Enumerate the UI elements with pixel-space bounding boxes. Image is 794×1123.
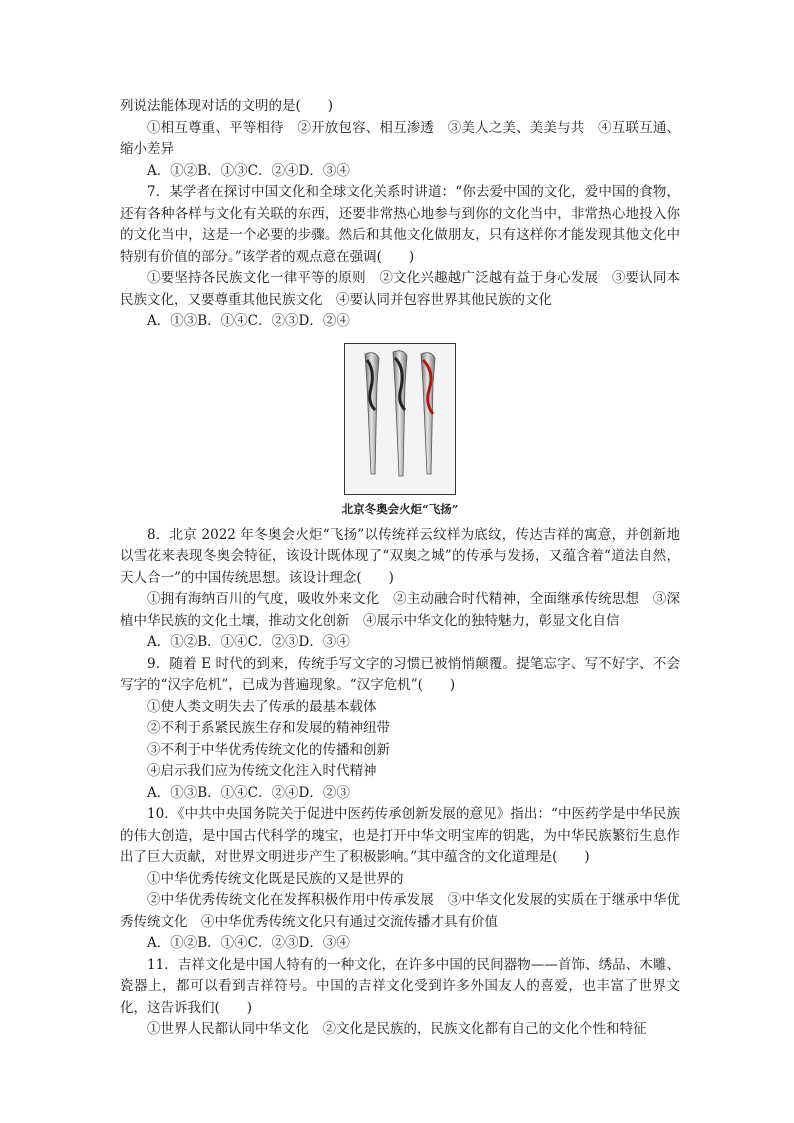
- document-page: [120, 96, 680, 1041]
- q8-stem: 8．北京 2022 年冬奥会火炬“飞扬”以传统祥云纹样为底纹，传达吉祥的寓意，并创新地以雪花来表现冬奥会特征，该设计既体现了“双奥之城”的传承与发扬，又蕴含着“道法自然，天人合一”的中国传统思想。该设计理念( ): [120, 526, 680, 586]
- q10-choices: A．①②B．①④C．②③D．③④: [147, 935, 350, 951]
- q6-choices: A．①②B．①③C．②④D．③④: [147, 162, 350, 179]
- q7-stem: 7．某学者在探讨中国文化和全球文化关系时讲道：“你去爱中国的文化，爱中国的食物，还有各种各样与文化有关联的东西，还要非常热心地参与到你的文化当中，非常热心地投入你的文化当中，这是一个必要的步骤。然后和其他文化做朋友，只有这样你才能发现其他文化中特别有价值的部分。”该学者的观点意在强调( ): [120, 184, 680, 265]
- torch-image: [345, 344, 455, 494]
- q6-stem-tail: 列说法能体现对话的文明的是( ): [120, 98, 334, 114]
- torch-photo: [344, 343, 456, 495]
- q10-option-1: ①中华优秀传统文化既是民族的又是世界的: [147, 870, 404, 887]
- q10-options-2-4: ②中华优秀传统文化在发挥积极作用中传承发展 ③中华文化发展的实质在于继承中华优秀传统文化 ④中华优秀传统文化只有通过交流传播才具有价值: [120, 892, 680, 930]
- q9-option-2: ②不利于系紧民族生存和发展的精神纽带: [147, 720, 390, 736]
- q6-options: ①相互尊重、平等相待 ②开放包容、相互渗透 ③美人之美、美美与共 ④互联互通、缩小差异: [120, 119, 680, 157]
- q7-options: ①要坚持各民族文化一律平等的原则 ②文化兴趣越广泛越有益于身心发展 ③要认同本民族文化，又要尊重其他民族文化 ④要认同并包容世界其他民族的文化: [120, 270, 680, 308]
- q9-option-3: ③不利于中华优秀传统文化的传播和创新: [147, 741, 390, 758]
- figure-caption: 北京冬奥会火炬“飞扬”: [341, 501, 459, 516]
- q10-stem: 10．《中共中央国务院关于促进中医药传承创新发展的意见》指出：“中医药学是中华民族的伟大创造，是中国古代科学的瑰宝，也是打开中华文明宝库的钥匙，为中华民族繁衍生息作出了巨大贡献，对世界文明进步产生了积极影响。”其中蕴含的文化道理是( ): [120, 806, 680, 865]
- q11-options: ①世界人民都认同中华文化 ②文化是民族的，民族文化都有自己的文化个性和特征: [147, 1021, 647, 1037]
- q9-choices: A．①③B．①④C．②④D．②③: [147, 784, 350, 801]
- q7-choices: A．①③B．①④C．②③D．②④: [147, 313, 350, 329]
- q9-stem: 9．随着 E 时代的到来，传统手写文字的习惯已被悄悄颠覆。提笔忘字、写不好字、不会写字的“汉字危机”，已成为普遍现象。“汉字危机”( ): [120, 655, 680, 693]
- torch-figure: [120, 343, 680, 517]
- q9-option-1: ①使人类文明失去了传承的最基本载体: [147, 698, 377, 715]
- q9-option-4: ④启示我们应为传统文化注入时代精神: [147, 763, 377, 779]
- q8-choices: A．①②B．①④C．②③D．③④: [147, 634, 350, 650]
- q8-options: ①拥有海纳百川的气度，吸收外来文化 ②主动融合时代精神，全面继承传统思想 ③深植中华民族的文化土壤，推动文化创新 ④展示中华文化的独特魅力，彰显文化自信: [120, 591, 680, 629]
- q11-stem: 11．吉祥文化是中国人特有的一种文化，在许多中国的民间器物——首饰、绣品、木雕、瓷器上，都可以看到吉祥符号。中国的吉祥文化受到许多外国友人的喜爱，也丰富了世界文化，这告诉我们( ): [120, 956, 680, 1016]
